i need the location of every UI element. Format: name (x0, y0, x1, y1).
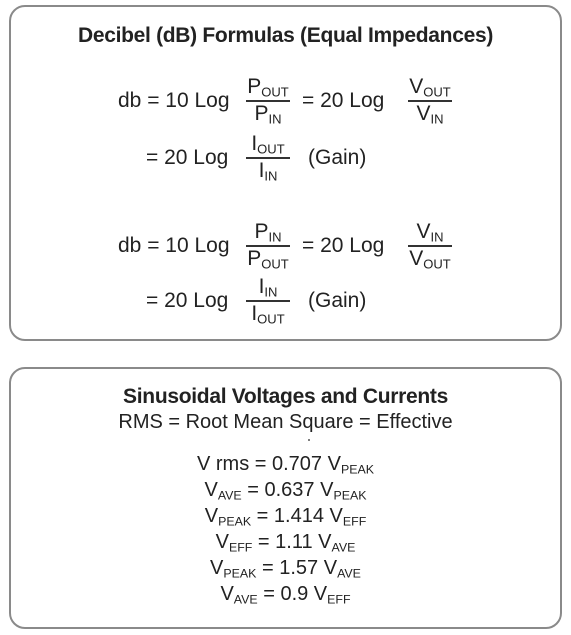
dot-mark (308, 439, 310, 441)
fraction-numerator: $I_{IN}$ (258, 275, 278, 300)
formula-line: $V_{EFF} = 1.11$ $V_{AVE}$ (215, 531, 356, 555)
db-lhs-1: db = 10 Log (118, 89, 230, 112)
alt-20log-2: = 20 Log (146, 289, 229, 312)
decibel-formulas-card (9, 5, 562, 341)
fraction-numerator: $V_{IN}$ (416, 220, 444, 245)
fraction-numerator: $P_{IN}$ (254, 220, 282, 245)
formula-line: $V_{AVE} = 0.9$ $V_{EFF}$ (220, 583, 351, 607)
alt-20log-1: = 20 Log (146, 146, 229, 169)
formula-line: V rms = 0.707 $V_{PEAK}$ (196, 453, 375, 477)
fraction-denominator: $I_{IN}$ (258, 159, 278, 184)
fraction-numerator: $V_{OUT}$ (409, 75, 451, 100)
fraction-denominator: $P_{IN}$ (254, 102, 282, 127)
formula-line: $V_{AVE} = 0.637$ $V_{PEAK}$ (204, 479, 367, 503)
fraction-denominator: $I_{OUT}$ (251, 302, 285, 327)
rms-definition: RMS = Root Mean Square = Effective (118, 411, 453, 433)
fraction-denominator: $V_{IN}$ (416, 102, 444, 127)
fraction-denominator: $P_{OUT}$ (247, 247, 289, 272)
formula-line: $V_{PEAK} = 1.414$ $V_{EFF}$ (204, 505, 367, 529)
mid-20log-2: = 20 Log (302, 234, 385, 257)
decibel-title: Decibel (dB) Formulas (Equal Impedances) (77, 24, 494, 47)
fraction-denominator: $V_{OUT}$ (409, 247, 451, 272)
sinusoidal-card (9, 367, 562, 629)
fraction-numerator: $P_{OUT}$ (247, 75, 289, 100)
gain-label-1: (Gain) (308, 146, 367, 169)
mid-20log-1: = 20 Log (302, 89, 385, 112)
db-lhs-2: db = 10 Log (118, 234, 230, 257)
sinusoidal-title: Sinusoidal Voltages and Currents (123, 385, 448, 408)
gain-label-2: (Gain) (308, 289, 367, 312)
formula-line: $V_{PEAK} = 1.57$ $V_{AVE}$ (210, 557, 361, 581)
fraction-numerator: $I_{OUT}$ (251, 132, 285, 157)
